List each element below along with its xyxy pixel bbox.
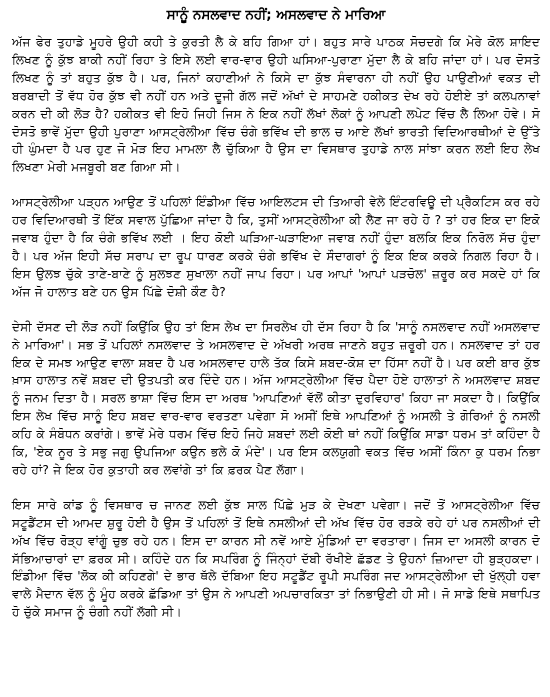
paragraph-4: ਇਸ ਸਾਰੇ ਕਾਂਡ ਨੂੰ ਵਿਸਥਾਰ ਚ ਜਾਨਣ ਲਈ ਕੁੱਝ ਸਾਲ ਪਿੱਛੇ ਮੁੜ ਕੇ ਦੇਖਣਾ ਪਵੇਗਾ। ਜਦੋਂ ਤੋਂ ਆਸਟ੍ਰੇਲੀਆ ਵਿੱਚ ਸਟੂਡੈਂਟਸ ਦੀ ਆਮਦ ਸ਼ੁਰੂ ਹੋਈ ਹੈ ਉਸ ਤੋਂ ਪਹਿਲਾਂ ਤੋਂ ਇਥੇ ਨਸਲੀਆਂ ਦੀ ਅੱਖ ਵਿੱਚ ਹੋਰ ਰੜਕੇ ਰਹੇ ਹਾਂ ਪਰ ਨਸਲੀਆਂ ਦੀ ਅੱਖ ਵਿੱਚ ਰੋੜ੍ਹ ਵਾਂਗੂੰ ਚੁਭ ਰਹੇ ਹਨ। ਇਸ ਦਾ ਕਾਰਨ ਸੀ ਨਵੇਂ ਆਏ ਮੁੰਡਿਆਂ ਦਾ ਵਰਤਾਰਾ। ਜਿਸ ਦਾ ਅਸਲੀ ਕਾਰਨ ਦੋ ਸੱਭਿਆਚਾਰਾਂ ਦਾ ਫ਼ਰਕ ਸੀ। ਕਹਿੰਦੇ ਹਨ ਕਿ ਸਪਰਿੰਗ ਨੂੰ ਜਿੰਨ੍ਹਾਂ ਦੱਬੀ ਰੱਖੀਏ ਛੱਡਣ ਤੇ ਉਹਨਾਂ ਜ਼ਿਆਦਾ ਹੀ ਬੁੜ੍ਹਕਦਾ। ਇੰਡੀਆ ਵਿੱਚ 'ਲੋਕ ਕੀ ਕਹਿਣਗੇ' ਦੇ ਭਾਰ ਥੱਲੇ ਦੱਬਿਆ ਇਹ ਸਟੂਡੈਂਟ ਰੂਪੀ ਸਪਰਿੰਗ ਜਦ ਆਸਟ੍ਰੇਲੀਆ ਦੀ ਖੁੱਲ੍ਹੀ ਹਵਾ ਵਾਲੇ ਮੈਦਾਨ ਵੱਲ ਨੂੰ ਮੂੰਹ ਕਰਕੇ ਛੱਡਿਆ ਤਾਂ ਉਸ ਨੇ ਆਪਣੀ ਅਪਚਾਰਕਿਤਾ ਤਾਂ ਨਿਭਾਉਣੀ ਹੀ ਸੀ। ਜੋ ਸਾਡੇ ਇਥੇ ਸਥਾਪਿਤ ਹੋ ਚੁੱਕੇ ਸਮਾਜ ਨੂੰ ਚੰਗੀ ਨਹੀਂ ਲੱਗੀ ਸੀ। [12,497,540,620]
paragraph-1: ਅੱਜ ਫੇਰ ਤੁਹਾਡੇ ਮੂਹਰੇ ਉਹੀ ਕਹੀ ਤੇ ਕੁਰਤੀ ਲੈ ਕੇ ਬਹਿ ਗਿਆ ਹਾਂ। ਬਹੁਤ ਸਾਰੇ ਪਾਠਕ ਸੋਚਦਗੇ ਕਿ ਮੇਰੇ ਕੋਲ ਸ਼ਾਇਦ ਲਿਖਣ ਨੂੰ ਕੁੱਝ ਬਾਕੀ ਨਹੀਂ ਰਿਹਾ ਤੇ ਇਸੇ ਲਈ ਵਾਰ-ਵਾਰ ਉਹੀ ਘਸਿਆ-ਪੁਰਾਣਾ ਮੁੱਦਾ ਲੈ ਕੇ ਬਹਿ ਜਾਂਦਾ ਹਾਂ। ਪਰ ਦੋਸਤੋ ਲਿਖਣ ਨੂੰ ਤਾਂ ਬਹੁਤ ਕੁੱਝ ਹੈ। ਪਰ, ਜਿਨਾਂ ਕਹਾਣੀਆਂ ਨੇ ਕਿਸੇ ਦਾ ਕੁੱਝ ਸੰਵਾਰਨਾ ਹੀ ਨਹੀਂ ਉਹ ਪਾਉਣੀਆਂ ਵਕਤ ਦੀ ਬਰਬਾਦੀ ਤੋਂ ਵੱਧ ਹੋਰ ਕੁੱਝ ਵੀ ਨਹੀਂ ਹਨ ਅਤੇ ਦੂਜੀ ਗੱਲ ਜਦੋਂ ਅੱਖਾਂ ਦੇ ਸਾਹਮਣੇ ਹਕੀਕਤ ਦੇਖ ਰਹੇ ਹੋਈਏ ਤਾਂ ਕਲਪਨਾਵਾਂ ਕਰਨ ਦੀ ਕੀ ਲੋੜ ਹੈ? ਹਕੀਕਤ ਵੀ ਇਹੋ ਜਿਹੀ ਜਿਸ ਨੇ ਇਕ ਨਹੀਂ ਲੱਖਾਂ ਲੋਕਾਂ ਨੂੰ ਆਪਣੀ ਲਪੇਟ ਵਿੱਚ ਲੈ ਲਿਆ ਹੋਵੇ। ਸੋ ਦੋਸਤੋ ਭਾਵੇਂ ਮੁੱਦਾ ਉਹੀ ਪੁਰਾਣਾ ਆਸਟ੍ਰੇਲੀਆ ਵਿੱਚ ਚੰਗੇ ਭਵਿੱਖ ਦੀ ਭਾਲ ਚ ਆਏ ਲੱਖਾਂ ਭਾਰਤੀ ਵਿਦਿਆਰਥੀਆਂ ਦੇ ਉੱਤੇ ਹੀ ਘੁੰਮਦਾ ਹੈ ਪਰ ਹੁਣ ਜੋ ਮੋੜ ਇਹ ਮਾਮਲਾ ਲੈ ਚੁੱਕਿਆ ਹੈ ਉਸ ਦਾ ਵਿਸਥਾਰ ਤੁਹਾਡੇ ਨਾਲ ਸਾਂਝਾ ਕਰਨ ਲਈ ਇਹ ਲੇਖ ਲਿਖਣਾ ਮੇਰੀ ਮਜਬੂਰੀ ਬਣ ਗਿਆ ਸੀ। [12,35,540,175]
paragraph-2: ਆਸਟ੍ਰੇਲੀਆ ਪੜ੍ਹਨ ਆਉਣ ਤੋਂ ਪਹਿਲਾਂ ਇੰਡੀਆ ਵਿੱਚ ਆਇਲਟਸ ਦੀ ਤਿਆਰੀ ਵੇਲੇ ਇੰਟਰਵਿਊ ਦੀ ਪ੍ਰੈਕਟਿਸ ਕਰ ਰਹੇ ਹਰ ਵਿਦਿਆਰਥੀ ਤੋਂ ਇੱਕ ਸਵਾਲ ਪੁੱਛਿਆ ਜਾਂਦਾ ਹੈ ਕਿ, ਤੁਸੀਂ ਆਸਟ੍ਰੇਲੀਆ ਕੀ ਲੈਣ ਜਾ ਰਹੇ ਹੋ ? ਤਾਂ ਹਰ ਇਕ ਦਾ ਇਕੋ ਜਵਾਬ ਹੁੰਦਾ ਹੈ ਕਿ ਚੰਗੇ ਭਵਿੱਖ ਲਈ । ਇਹ ਕੋਈ ਘੜਿਆ-ਘੜਾਇਆ ਜਵਾਬ ਨਹੀਂ ਹੁੰਦਾ ਬਲਕਿ ਇਕ ਨਿਰੋਲ ਸੱਚ ਹੁੰਦਾ ਹੈ। ਪਰ ਅੱਜ ਇਹੀ ਸੱਚ ਸਰਾਪ ਦਾ ਰੂਪ ਧਾਰਣ ਕਰਕੇ ਚੰਗੇ ਭਵਿੱਖ ਦੇ ਸੌਦਾਗਰਾਂ ਨੂੰ ਇਕ ਇਕ ਕਰਕੇ ਨਿਗਲ ਰਿਹਾ ਹੈ। ਇਸ ਉਲਝ ਚੁੱਕੇ ਤਾਣੇ-ਬਾਣੇ ਨੂੰ ਸੁਲਝਣ ਸੁਖਾਲਾ ਨਹੀਂ ਜਾਪ ਰਿਹਾ। ਪਰ ਆਪਾਂ 'ਆਪਾਂ ਪੜਚੋਲ' ਜ਼ਰੂਰ ਕਰ ਸਕਦੇ ਹਾਂ ਕਿ ਅੱਜ ਜੋ ਹਾਲਾਤ ਬਣੇ ਹਨ ਉਸ ਪਿੱਛੇ ਦੋਸ਼ੀ ਕੌਣ ਹੈ? [12,195,540,299]
paragraph-3: ਦੇਸੀ ਦੱਸਣ ਦੀ ਲੋੜ ਨਹੀਂ ਕਿਉਂਕਿ ਉਹ ਤਾਂ ਇਸ ਲੇਖ ਦਾ ਸਿਰਲੇਖ ਹੀ ਦੱਸ ਰਿਹਾ ਹੈ ਕਿ 'ਸਾਨੂੰ ਨਸਲਵਾਦ ਨਹੀਂ ਅਸਲਵਾਦ ਨੇ ਮਾਰਿਆ'। ਸਭ ਤੋਂ ਪਹਿਲਾਂ ਨਸਲਵਾਦ ਤੇ ਅਸਲਵਾਦ ਦੇ ਅੱਖਰੀ ਅਰਥ ਜਾਣਨੇ ਬਹੁਤ ਜ਼ਰੂਰੀ ਹਨ। ਨਸਲਵਾਦ ਤਾਂ ਹਰ ਇਕ ਦੇ ਸਮਝ ਆਉਣ ਵਾਲਾ ਸ਼ਬਦ ਹੈ ਪਰ ਅਸਲਵਾਦ ਹਾਲੇ ਤੱਕ ਕਿਸੇ ਸ਼ਬਦ-ਕੋਸ਼ ਦਾ ਹਿੱਸਾ ਨਹੀਂ ਹੈ। ਪਰ ਕਈ ਬਾਰ ਕੁੱਝ ਖ਼ਾਸ ਹਾਲਾਤ ਨਵੇਂ ਸ਼ਬਦ ਦੀ ਉਤਪਤੀ ਕਰ ਦਿੰਦੇ ਹਨ। ਅੱਜ ਆਸਟ੍ਰੇਲੀਆ ਵਿੱਚ ਪੈਦਾ ਹੋਏ ਹਾਲਾਤਾਂ ਨੇ ਅਸਲਵਾਦ ਸ਼ਬਦ ਨੂੰ ਜਨਮ ਦਿਤਾ ਹੈ। ਸਰਲ ਭਾਸ਼ਾ ਵਿੱਚ ਇਸ ਦਾ ਅਰਥ 'ਆਪਣਿਆਂ ਵੱਲੋਂ ਕੀਤਾ ਦੁਰਵਿਹਾਰ' ਕਿਹਾ ਜਾ ਸਕਦਾ ਹੈ। ਕਿਉਂਕਿ ਇਸ ਲੇਖ ਵਿੱਚ ਸਾਨੂੰ ਇਹ ਸ਼ਬਦ ਵਾਰ-ਵਾਰ ਵਰਤਣਾ ਪਵੇਗਾ ਸੋ ਅਸੀਂ ਇਥੇ ਆਪਣਿਆਂ ਨੂੰ ਅਸਲੀ ਤੇ ਗੋਰਿਆਂ ਨੂੰ ਨਸਲੀ ਕਹਿ ਕੇ ਸੰਬੋਧਨ ਕਰਾਂਗੇ। ਭਾਵੇਂ ਮੇਰੇ ਧਰਮ ਵਿੱਚ ਇਹੋ ਜਿਹੇ ਸ਼ਬਦਾਂ ਲਈ ਕੋਈ ਥਾਂ ਨਹੀਂ ਕਿਉਂਕਿ ਸਾਡਾ ਧਰਮ ਤਾਂ ਕਹਿੰਦਾ ਹੈ ਕਿ, 'ਏਕ ਨੂਰ ਤੇ ਸਭੁ ਜਗੁ ਉਪਜਿਆ ਕਉਨ ਭਲੇ ਕੋ ਮੰਦੇ'। ਪਰ ਇਸ ਕਲਯੁਗੀ ਵਕਤ ਵਿੱਚ ਅਸੀਂ ਕਿੰਨਾ ਕੁ ਧਰਮ ਨਿਭਾ ਰਹੇ ਹਾਂ? ਜੇ ਇਕ ਹੋਰ ਕੁਤਾਹੀ ਕਰ ਲਵਾਂਗੇ ਤਾਂ ਕਿ ਫ਼ਰਕ ਪੈਣ ਲੱਗਾ। [12,319,540,477]
article-title: ਸਾਨੂੰ ਨਸਲਵਾਦ ਨਹੀਂ; ਅਸਲਵਾਦ ਨੇ ਮਾਰਿਆ [166,7,386,23]
